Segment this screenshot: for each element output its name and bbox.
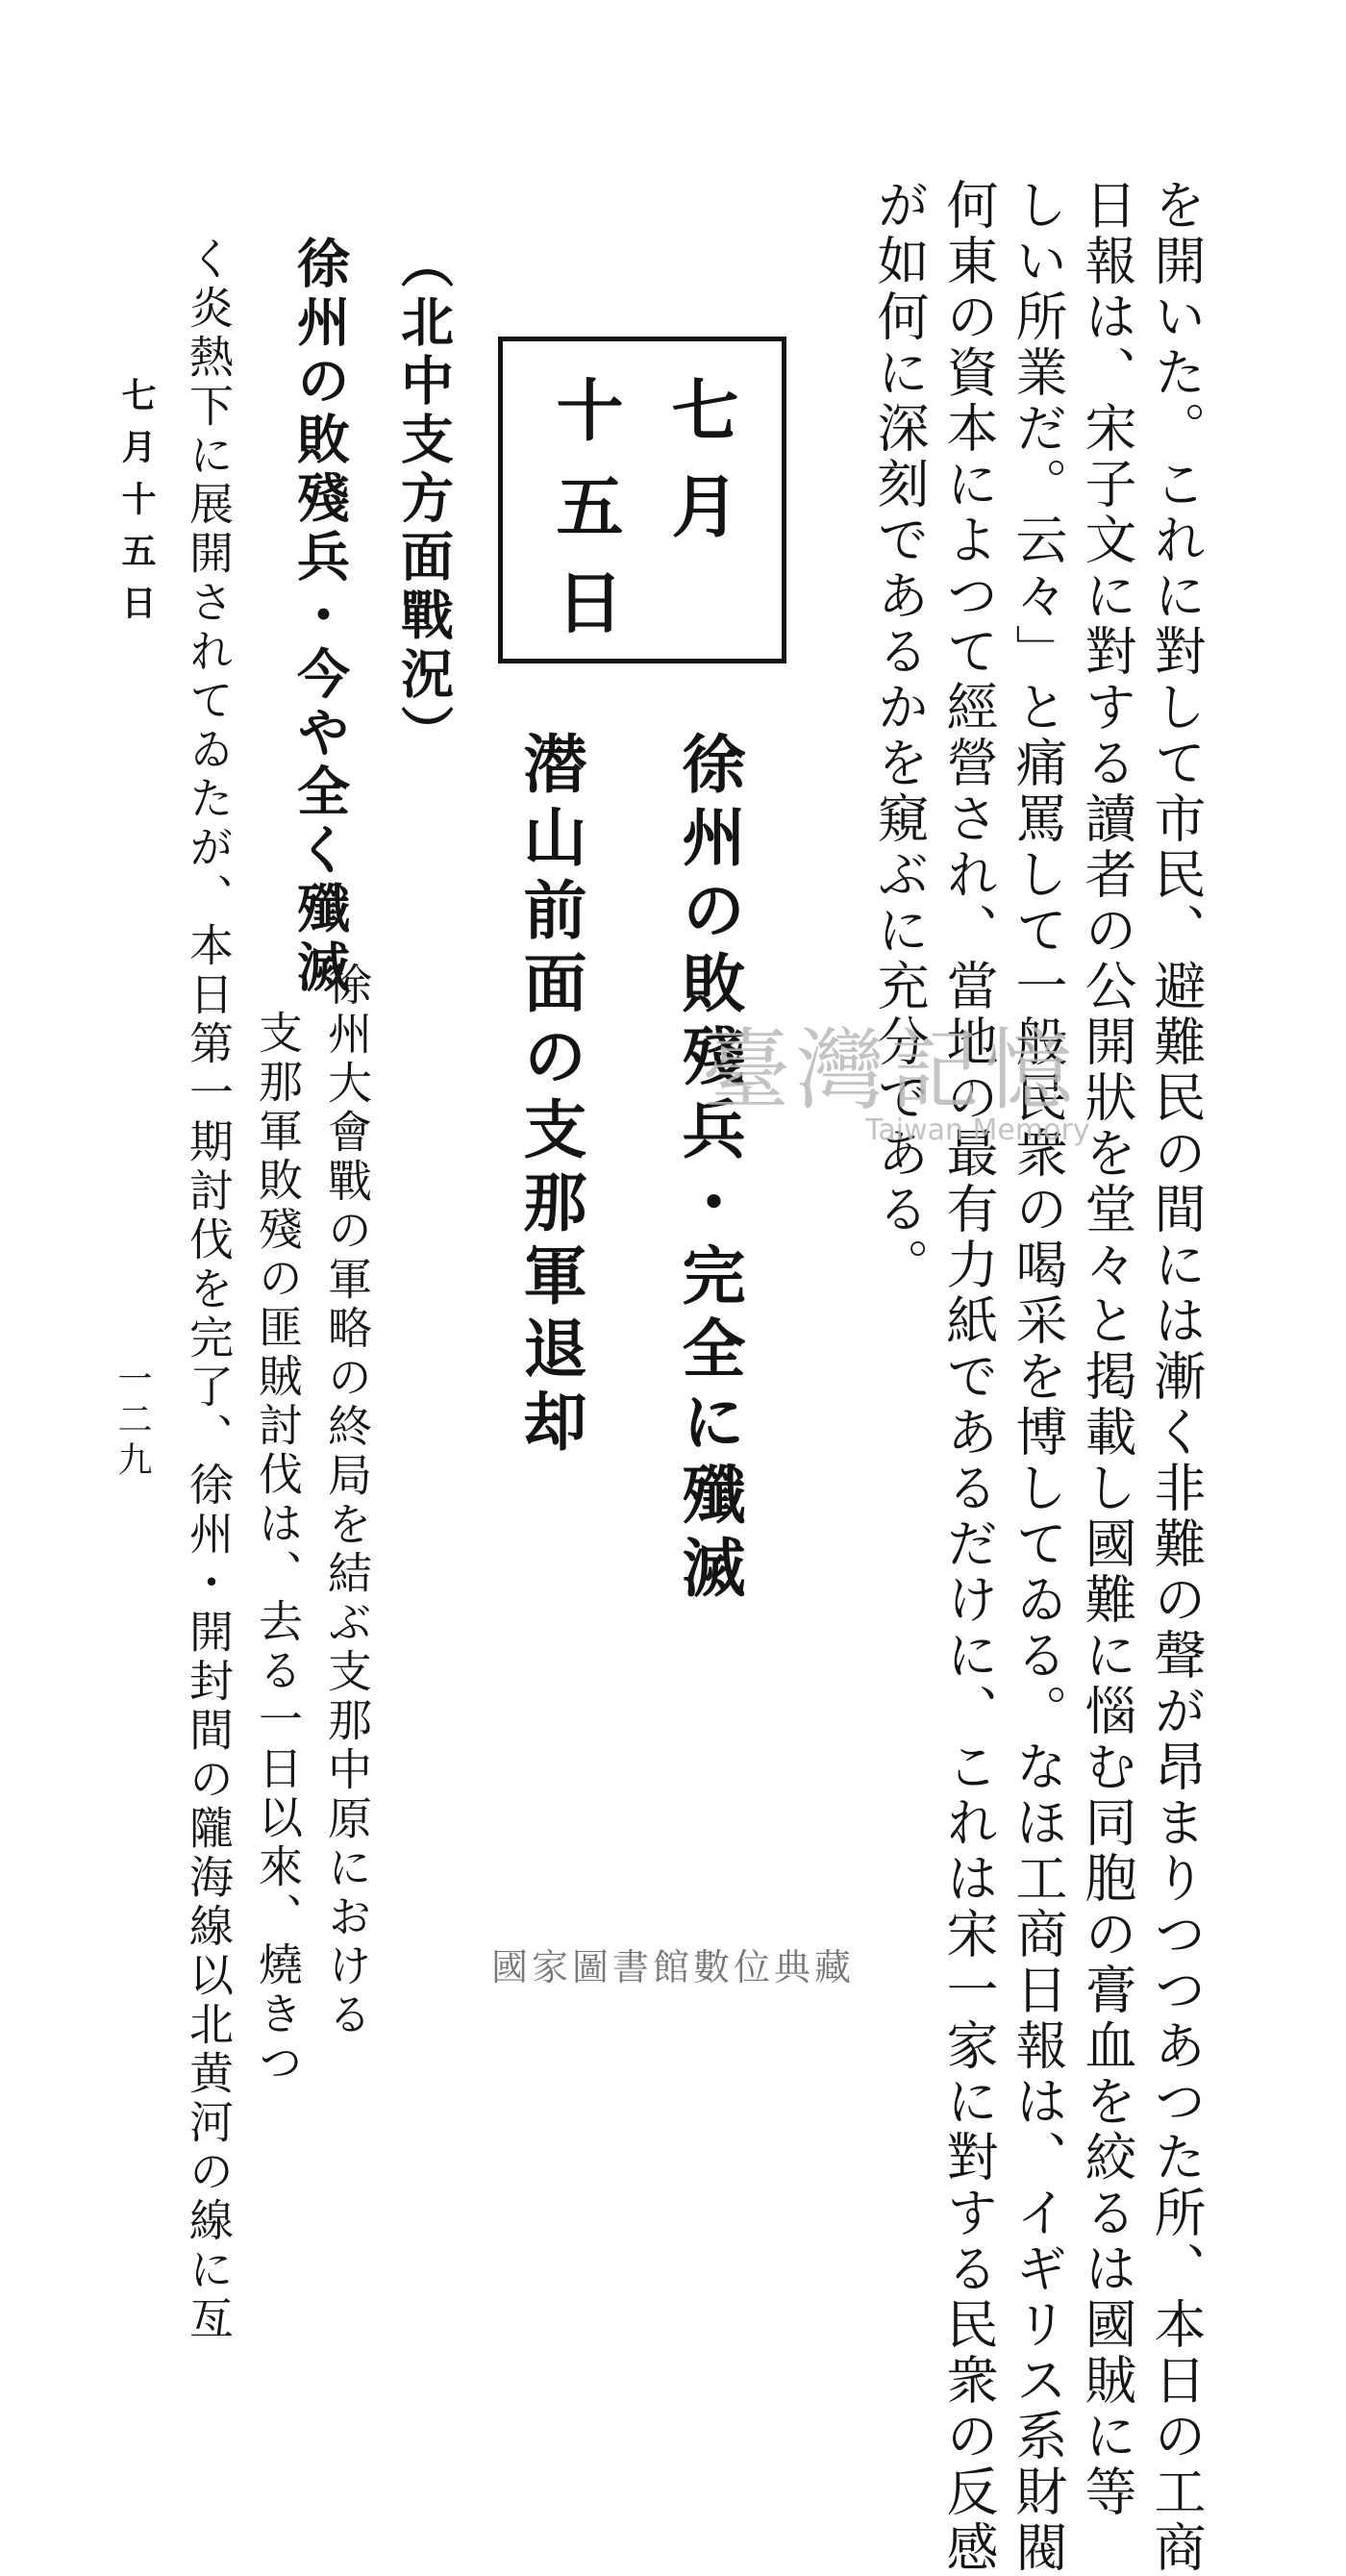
date-heading-month: 七月 [661,375,740,567]
date-heading-day: 十五日 [545,375,625,663]
watermark-chinese: 臺灣記憶 [702,1019,1080,1122]
article-column-5: が如何に深刻であるかを窺ぶに充分である。 [869,178,930,1293]
report-column-3: く炎熱下に展開されてゐたが、本日第一期討伐を完了、徐州・開封間の隴海線以北黄河の線に亙 [183,236,235,2344]
running-head-date: 七月十五日 [116,377,157,637]
article-column-4: 何東の資本によつて經營され、當地の最有力紙であるだけに、これは宋一家に對する民衆の反感 [938,178,999,2576]
article-column-2: 日報は、宋子文に對する讀者の公開狀を堂々と掲載し國難に惱む同胞の膏血を絞るは國賊に等 [1077,178,1137,2520]
report-title: 徐州の敗殘兵・今や全く殲滅 [288,236,351,998]
watermark-english: Taiwan Memory [865,1113,1090,1147]
date-heading-box [498,337,786,663]
sub-headline: 潜山前面の支那軍退却 [512,731,587,1462]
article-column-1: を開いた。これに對して市民、避難民の間には漸く非難の聲が昂まりつつあつた所、本日の工商 [1146,178,1207,2576]
report-column-1: 徐州大會戰の軍略の終局を結ぶ支那中原における [321,962,373,2040]
footer-credit: 國家圖書館數位典藏 [490,1946,855,1988]
main-headline: 徐州の敗殘兵・完全に殲滅 [671,731,746,1608]
article-column-3: しい所業だ。云々」と痛罵して一般民衆の喝采を博してゐる。なほ工商日報は、イギリス系財閥 [1008,178,1068,2576]
page-number: 一二九 [112,1361,152,1482]
report-column-2: 支那軍敗殘の匪賊討伐は、去る一日以來、燒きつ [252,1010,304,2088]
section-label: （北中支方面戰況） [392,236,455,763]
